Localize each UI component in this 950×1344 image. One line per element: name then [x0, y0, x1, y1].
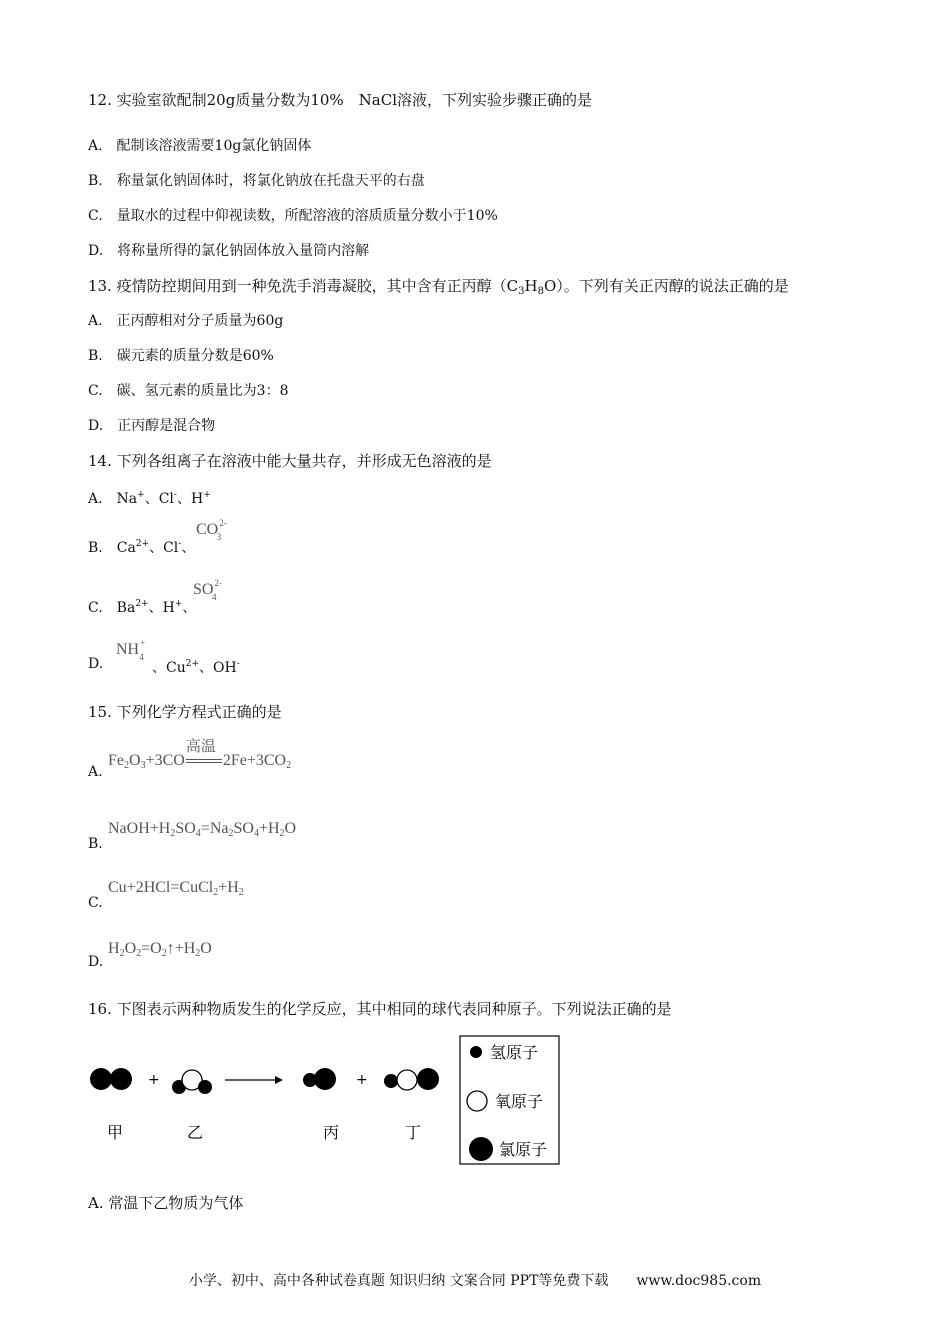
q13-stem: 13. 疫情防控期间用到一种免洗手消毒凝胶，其中含有正丙醇$(C_3H_8O)$。下列有关正丙醇的说法正确的是 [88, 277, 789, 297]
q13-stem-a: 13. 疫情防控期间用到一种免洗手消毒凝胶，其中含有正丙醇（C [88, 277, 519, 295]
q15-label-a: A. [88, 764, 103, 780]
q14-option-a: A. Na+、Cl-、H+ [88, 490, 211, 507]
q15-label-b: B. [88, 836, 103, 852]
q15-stem: 15. 下列化学方程式正确的是 [88, 703, 282, 721]
reaction-arrow [225, 1076, 283, 1084]
q14-option-d: 、$Cu^{2+}$、OH- [152, 659, 240, 676]
q14-stem: 14. 下列各组离子在溶液中能大量共存，并形成无色溶液的是 [88, 452, 492, 470]
q14-label-c: C. [88, 600, 103, 616]
ammonium-ion: $NH^+_4$ [116, 638, 146, 662]
label-bing: 丙 [322, 1123, 340, 1142]
q14-option-d-label: D. [88, 656, 104, 672]
q12-option-b: B. 称量氯化钠固体时，将氯化钠放在托盘天平的右盘 [88, 173, 425, 189]
condition-high-temp: 高温 [185, 737, 216, 755]
oxygen-atom-icon [467, 1091, 487, 1111]
molecule-bing [303, 1068, 336, 1090]
q14-option-b: B. $Ca^{2+}$、Cl-、 [88, 539, 196, 556]
reaction-diagram [85, 1032, 565, 1172]
equation-a: $Fe_2O_3+3CO$ 高温 $2Fe+3CO_2$ [108, 737, 292, 771]
label-yi: 乙 [186, 1123, 204, 1142]
molecule-jia [90, 1068, 132, 1090]
legend-oxygen: 氧原子 [495, 1092, 544, 1111]
q14-option-c: C. $Ba^{2+}$、H+、 [88, 599, 197, 616]
q15-label-d: D. [88, 954, 104, 970]
q12-option-d: D. 将称量所得的氯化钠固体放入量筒内溶解 [88, 243, 370, 259]
q15-label-c: C. [88, 895, 103, 911]
molecule-ding [384, 1068, 439, 1090]
q13-option-c: C. 碳、氢元素的质量比为3：8 [88, 383, 289, 399]
q16-option-a: A. 常温下乙物质为气体 [88, 1194, 244, 1212]
legend-hydrogen: 氢原子 [490, 1043, 539, 1062]
plus-sign-2: + [356, 1072, 368, 1088]
atom-legend [460, 1036, 559, 1164]
q12-stem: 12. 实验室欲配制20g质量分数为10% NaCl溶液，下列实验步骤正确的是 [88, 91, 592, 109]
q13-stem-b: ）。下列有关正丙醇的说法正确的是 [556, 277, 789, 295]
q16-stem: 16. 下图表示两种物质发生的化学反应，其中相同的球代表同种原子。下列说法正确的是 [88, 1000, 672, 1018]
q13-option-b: B. 碳元素的质量分数是60% [88, 348, 274, 364]
hydrogen-atom-icon [470, 1046, 482, 1058]
label-ding: 丁 [404, 1123, 422, 1142]
equation-b: $NaOH+H_2SO_4=Na_2SO_4+H_2O$ [108, 820, 297, 839]
q14-label-a: A. [88, 491, 103, 507]
q13-option-d: D. 正丙醇是混合物 [88, 418, 216, 434]
label-jia: 甲 [106, 1123, 124, 1142]
plus-sign-1: + [148, 1072, 160, 1088]
q12-option-a: A. 配制该溶液需要10g氯化钠固体 [88, 138, 312, 154]
sulfate-ion: $SO^{2-}_4$ [193, 578, 222, 602]
page-footer: 小学、初中、高中各种试卷真题 知识归纳 文案合同 PPT等免费下载 www.doc985.com [188, 1273, 762, 1289]
legend-chlorine: 氯原子 [499, 1140, 548, 1159]
chlorine-atom-icon [469, 1137, 493, 1161]
equation-c: $Cu+2HCl=CuCl_2+H_2$ [108, 879, 244, 898]
equation-d: $H_2O_2=O_2↑+H_2O$ [108, 940, 212, 959]
q12-option-c: C. 量取水的过程中仰视读数，所配溶液的溶质质量分数小于10% [88, 208, 498, 224]
q14-label-b: B. [88, 540, 103, 556]
q13-option-a: A. 正丙醇相对分子质量为60g [88, 313, 284, 329]
molecule-yi [172, 1070, 212, 1094]
carbonate-ion: $CO^{2-}_3$ [196, 518, 227, 542]
